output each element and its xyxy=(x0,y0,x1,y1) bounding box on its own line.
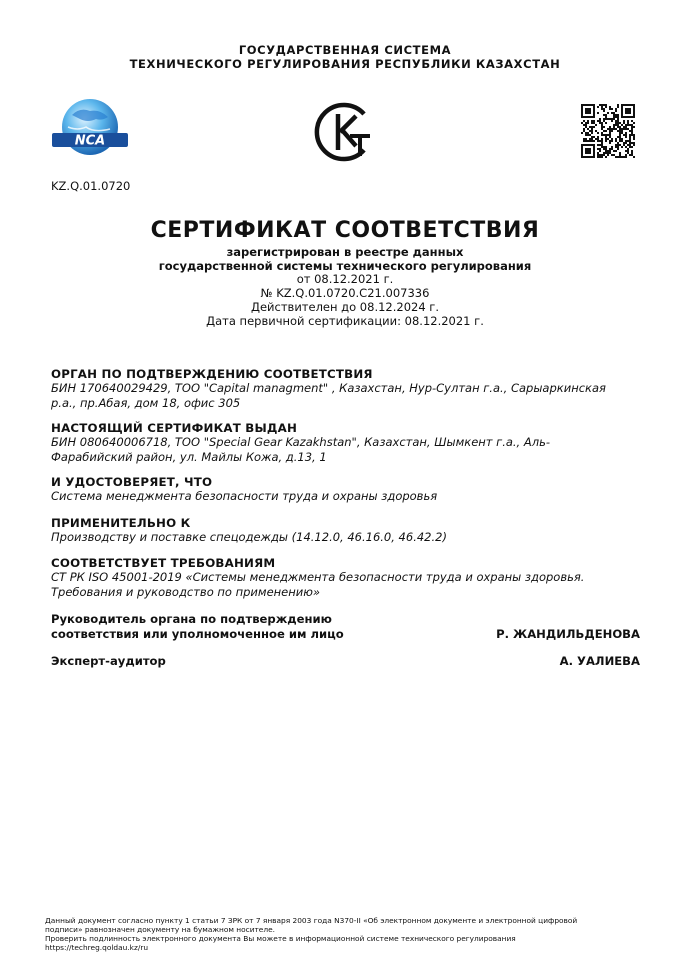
section-issued-to xyxy=(51,421,651,464)
section-certifies xyxy=(51,475,651,504)
section-text-line: БИН 170640029429, ТОО "Capital managment" , Казахстан, Нур-Султан г.а., Сарыаркинская xyxy=(51,381,606,395)
header-line-2: ТЕХНИЧЕСКОГО РЕГУЛИРОВАНИЯ РЕСПУБЛИКИ КАЗАХСТАН xyxy=(129,57,561,71)
expert-auditor-name: А. УАЛИЕВА xyxy=(559,654,640,668)
section-text-line: БИН 080640006718, ТОО "Special Gear Kazakhstan", Казахстан, Шымкент г.а., Аль- xyxy=(51,435,551,449)
qr-code-icon xyxy=(581,104,635,158)
registration-line-2: государственной системы технического регулирования xyxy=(158,259,532,273)
footer-line: Данный документ согласно пункту 1 статьи 7 ЗРК от 7 января 2003 года N370-II «Об электронном документе и электронной цифровой xyxy=(45,916,578,925)
footer-line: подписи» равнозначен документу на бумажном носителе. xyxy=(45,925,275,934)
section-applicable-to xyxy=(51,516,651,545)
cert-code: KZ.Q.01.0720 xyxy=(51,179,131,193)
registration-number: № KZ.Q.01.0720.C21.007336 xyxy=(260,286,430,300)
section-text-line: СТ РК ISO 45001-2019 «Системы менеджмента безопасности труда и охраны здоровья. xyxy=(51,570,585,584)
head-signatory-label-2: соответствия или уполномоченное им лицо xyxy=(51,627,344,641)
valid-until: Действителен до 08.12.2024 г. xyxy=(250,300,440,314)
header-line-1: ГОСУДАРСТВЕННАЯ СИСТЕМА xyxy=(238,43,452,57)
section-heading: ПРИМЕНИТЕЛЬНО К xyxy=(51,516,191,530)
footer-link[interactable]: https://techreg.qoldau.kz/ru xyxy=(45,943,149,952)
head-signatory-name: Р. ЖАНДИЛЬДЕНОВА xyxy=(496,627,640,641)
section-heading: НАСТОЯЩИЙ СЕРТИФИКАТ ВЫДАН xyxy=(51,421,298,435)
expert-auditor-label: Эксперт-аудитор xyxy=(51,654,166,668)
section-text-line: Производству и поставке спецодежды (14.12.0, 46.16.0, 46.42.2) xyxy=(51,530,447,544)
section-text-line: Требования и руководство по применению» xyxy=(51,584,321,599)
section-text-line: Фарабийский район, ул. Майлы Кожа, д.13, 1 xyxy=(51,449,327,464)
footer-line: Проверить подлинность электронного документа Вы можете в информационной системе технического регулирования xyxy=(45,934,516,943)
section-certification-body xyxy=(51,367,651,410)
section-text-line: р.а., пр.Абая, дом 18, офис 305 xyxy=(51,395,241,410)
head-signatory-label-1: Руководитель органа по подтверждению xyxy=(51,612,332,626)
first-certification-date: Дата первичной сертификации: 08.12.2021 г. xyxy=(206,314,484,328)
section-heading: И УДОСТОВЕРЯЕТ, ЧТО xyxy=(51,475,213,489)
nca-logo xyxy=(50,97,130,159)
certificate-title: СЕРТИФИКАТ СООТВЕТСТВИЯ xyxy=(150,218,540,243)
section-heading: СООТВЕТСТВУЕТ ТРЕБОВАНИЯМ xyxy=(51,556,276,570)
registration-date: от 08.12.2021 г. xyxy=(296,272,394,286)
footer-note xyxy=(45,916,645,952)
section-requirements xyxy=(51,556,651,599)
section-heading: ОРГАН ПО ПОДТВЕРЖДЕНИЮ СООТВЕТСТВИЯ xyxy=(51,367,373,381)
registration-line-1: зарегистрирован в реестре данных xyxy=(226,245,464,259)
conformity-mark-logo xyxy=(314,100,378,164)
section-text-line: Система менеджмента безопасности труда и охраны здоровья xyxy=(51,489,438,503)
nca-logo-text: NCA xyxy=(74,133,106,149)
